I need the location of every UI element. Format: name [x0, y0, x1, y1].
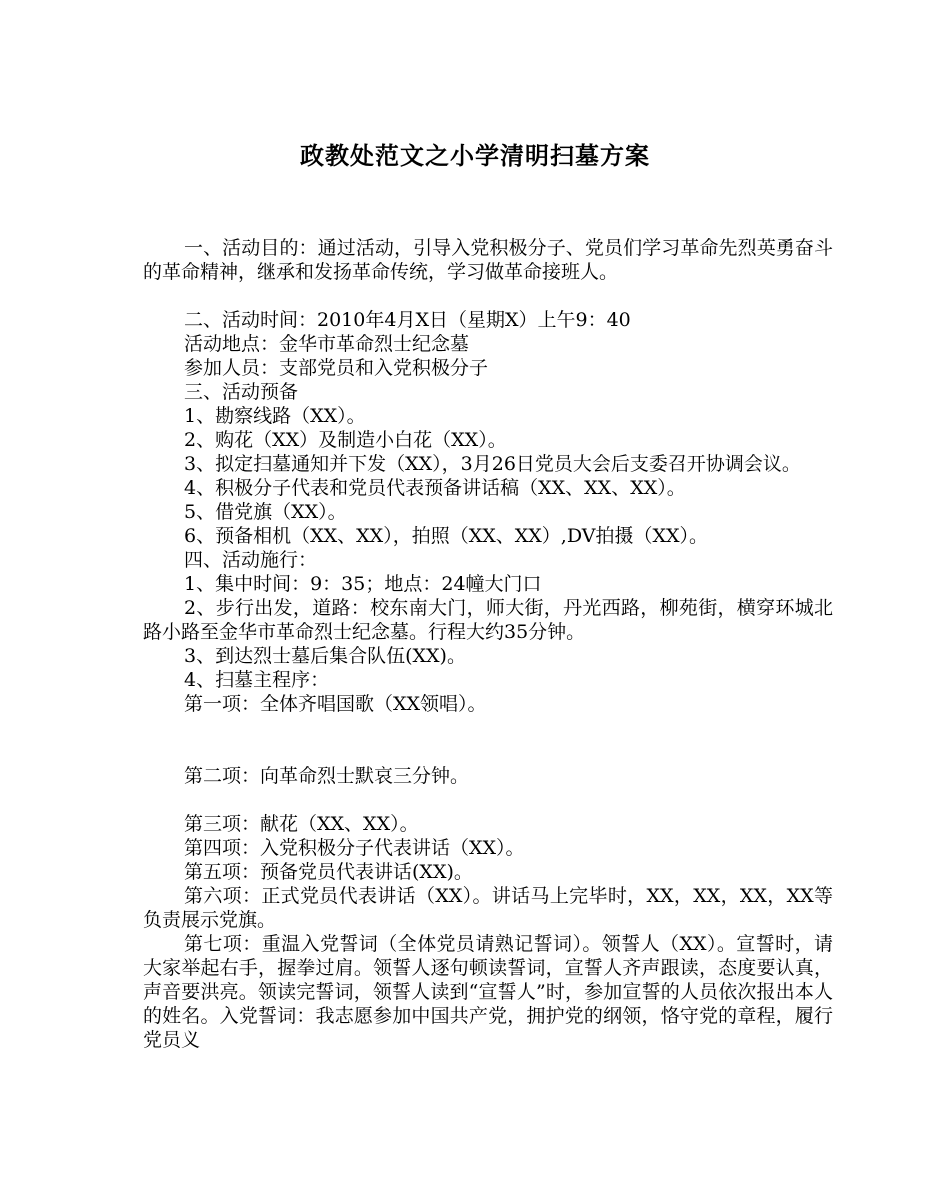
- paragraph-prep-item-2: 2、购花（XX）及制造小白花（XX）。: [184, 429, 507, 451]
- paragraph-step-4: 第四项：入党积极分子代表讲话（XX）。: [184, 837, 525, 859]
- paragraph-impl-item-4: 4、扫墓主程序：: [184, 669, 330, 691]
- paragraph-prep-item-6: 6、预备相机（XX、XX），拍照（XX、XX）,DV拍摄（XX）。: [184, 525, 709, 547]
- paragraph-step-5: 第五项：预备党员代表讲话(XX)。: [184, 861, 473, 883]
- document-title: 政教处范文之小学清明扫墓方案: [300, 141, 650, 170]
- paragraph-step-6: 第六项：正式党员代表讲话（XX）。讲话马上完毕时，XX，XX，XX，XX等负责展示党旗。: [143, 885, 833, 931]
- paragraph-step-7: 第七项：重温入党誓词（全体党员请熟记誓词）。领誓人（XX）。宣誓时，请大家举起右手，握拳过肩。领誓人逐句顿读誓词，宣誓人齐声跟读，态度要认真，声音要洪亮。领读完誓词，领誓人读到“宣誓人”时，参加宣誓的人员依次报出本人的姓名。入党誓词：我志愿参加中国共产党，拥护党的纲领，恪守党的章程，履行党员义: [143, 933, 833, 1051]
- paragraph-preparation-heading: 三、活动预备: [184, 381, 299, 403]
- spacer: [143, 284, 833, 308]
- document-body: [143, 236, 833, 1052]
- paragraph-impl-item-3: 3、到达烈士墓后集合队伍(XX)。: [184, 645, 466, 667]
- paragraph-step-2: 第二项：向革命烈士默哀三分钟。: [184, 765, 470, 787]
- paragraph-prep-item-4: 4、积极分子代表和党员代表预备讲话稿（XX、XX、XX）。: [184, 477, 686, 499]
- paragraph-impl-item-2: 2、步行出发，道路：校东南大门，师大街，丹光西路，柳苑街，横穿环城北路小路至金华市革命烈士纪念墓。行程大约35分钟。: [143, 597, 833, 643]
- paragraph-participants: 参加人员：支部党员和入党积极分子: [184, 357, 489, 379]
- paragraph-step-3: 第三项：献花（XX、XX）。: [184, 813, 419, 835]
- paragraph-prep-item-5: 5、借党旗（XX）。: [184, 501, 347, 523]
- spacer: [143, 788, 833, 812]
- paragraph-activity-location: 活动地点：金华市革命烈士纪念墓: [184, 333, 470, 355]
- paragraph-impl-item-1: 1、集中时间：9：35；地点：24幢大门口: [184, 573, 542, 595]
- paragraph-step-1: 第一项：全体齐唱国歌（XX领唱）。: [184, 693, 487, 715]
- paragraph-prep-item-1: 1、勘察线路（XX）。: [184, 405, 366, 427]
- paragraph-implementation-heading: 四、活动施行：: [184, 549, 318, 571]
- paragraph-activity-purpose: 一、活动目的：通过活动，引导入党积极分子、党员们学习革命先烈英勇奋斗的革命精神，继承和发扬革命传统，学习做革命接班人。: [143, 237, 833, 283]
- paragraph-prep-item-3: 3、拟定扫墓通知并下发（XX），3月26日党员大会后支委召开协调会议。: [184, 453, 801, 475]
- spacer: [143, 716, 833, 764]
- paragraph-activity-time: 二、活动时间：2010年4月X日（星期X）上午9：40: [184, 309, 631, 331]
